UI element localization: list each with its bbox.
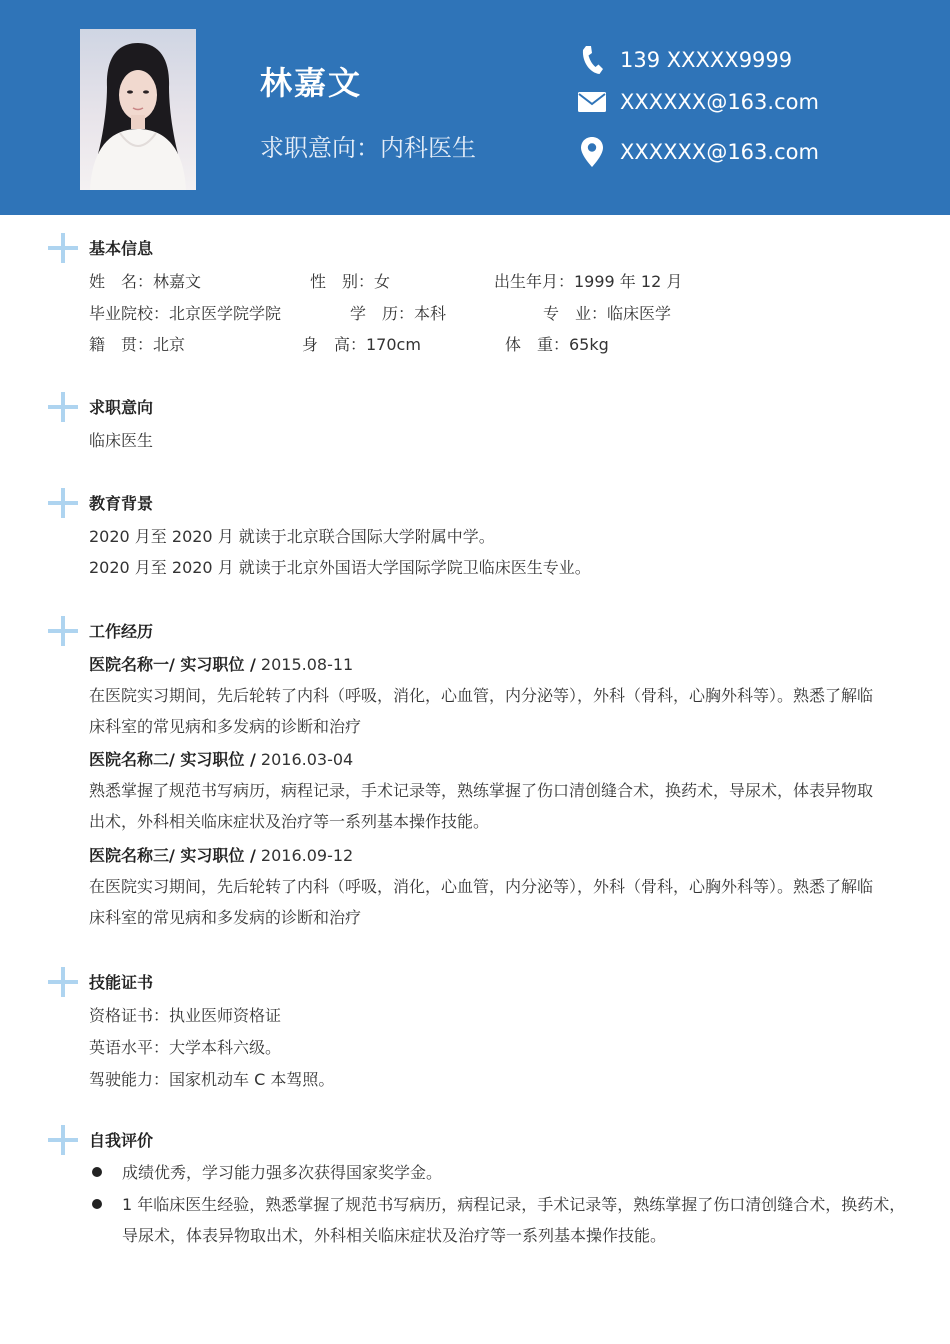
location-text: XXXXXX@163.com <box>620 140 819 164</box>
section-header <box>48 488 898 518</box>
section-header <box>48 616 898 646</box>
info-major: 专 业：临床医学 <box>543 304 672 323</box>
job-description: 在医院实习期间，先后轮转了内科（呼吸，消化，心血管，内分泌等），外科（骨科，心胸外科等）。熟悉了解临床科室的常见病和多发病的诊断和治疗 <box>89 877 874 927</box>
job-intent-headline: 求职意向：内科医生 <box>260 134 476 162</box>
section-title: 工作经历 <box>89 622 154 641</box>
skill-item: 驾驶能力：国家机动车 C 本驾照。 <box>89 1070 335 1089</box>
section-header <box>48 392 898 422</box>
bullet-dot-icon <box>92 1199 102 1209</box>
contact-email <box>578 85 918 119</box>
plus-icon <box>48 488 78 518</box>
section-basic-info <box>48 233 898 363</box>
section-title: 教育背景 <box>89 494 154 513</box>
plus-icon <box>48 392 78 422</box>
plus-icon <box>48 1125 78 1155</box>
info-birth: 出生年月：1999 年 12 月 <box>494 272 683 291</box>
self-eval-item: 成绩优秀，学习能力强多次获得国家奖学金。 <box>122 1163 443 1182</box>
job-heading <box>89 747 353 770</box>
job-date: 2016.09-12 <box>255 846 354 865</box>
objective-text: 临床医生 <box>89 431 154 450</box>
info-name: 姓 名：林嘉文 <box>89 272 202 291</box>
info-gender: 性 别：女 <box>310 272 391 291</box>
header-banner <box>0 0 950 215</box>
section-work <box>48 616 898 946</box>
job-description: 在医院实习期间，先后轮转了内科（呼吸，消化，心血管，内分泌等），外科（骨科，心胸外科等）。熟悉了解临床科室的常见病和多发病的诊断和治疗 <box>89 686 874 736</box>
info-weight: 体 重：65kg <box>505 335 609 354</box>
self-eval-item: 1 年临床医生经验，熟悉掌握了规范书写病历，病程记录，手术记录等，熟练掌握了伤口清创缝合术，换药术，导尿术，体表异物取出术，外科相关临床症状及治疗等一系列基本操作技能。 <box>122 1195 906 1245</box>
phone-text: 139 XXXXX9999 <box>620 48 793 72</box>
email-text: XXXXXX@163.com <box>620 90 819 114</box>
job-heading <box>89 652 353 675</box>
plus-icon <box>48 967 78 997</box>
section-title: 基本信息 <box>89 239 154 258</box>
job-title: 医院名称一/ 实习职位 / <box>89 655 256 674</box>
section-header <box>48 967 898 997</box>
job-description: 熟悉掌握了规范书写病历，病程记录，手术记录等，熟练掌握了伤口清创缝合术，换药术，导尿术，体表异物取出术，外科相关临床症状及治疗等一系列基本操作技能。 <box>89 781 874 831</box>
job-date: 2015.08-11 <box>255 655 354 674</box>
info-degree: 学 历：本科 <box>350 304 447 323</box>
section-self-evaluation <box>48 1125 906 1265</box>
job-heading <box>89 843 353 866</box>
section-header <box>48 233 898 263</box>
contact-location <box>578 135 918 169</box>
profile-photo <box>80 29 196 190</box>
section-title: 自我评价 <box>89 1131 154 1150</box>
skill-item: 资格证书：执业医师资格证 <box>89 1006 282 1025</box>
plus-icon <box>48 233 78 263</box>
location-pin-icon <box>578 137 606 167</box>
contact-phone <box>578 43 918 77</box>
education-item: 2020 月至 2020 月 就读于北京外国语大学国际学院卫临床医生专业。 <box>89 558 591 577</box>
section-education <box>48 488 898 588</box>
email-icon <box>578 87 606 117</box>
plus-icon <box>48 616 78 646</box>
bullet-dot-icon <box>92 1167 102 1177</box>
education-item: 2020 月至 2020 月 就读于北京联合国际大学附属中学。 <box>89 527 495 546</box>
section-skills <box>48 967 898 1097</box>
job-date: 2016.03-04 <box>255 750 354 769</box>
section-title: 技能证书 <box>89 973 154 992</box>
info-height: 身 高：170cm <box>302 335 421 354</box>
job-title: 医院名称二/ 实习职位 / <box>89 750 256 769</box>
section-objective <box>48 392 898 462</box>
info-school: 毕业院校：北京医学院学院 <box>89 304 282 323</box>
phone-icon <box>578 45 606 75</box>
job-title: 医院名称三/ 实习职位 / <box>89 846 256 865</box>
candidate-name: 林嘉文 <box>260 64 363 102</box>
info-native: 籍 贯：北京 <box>89 335 186 354</box>
section-header <box>48 1125 898 1155</box>
skill-item: 英语水平：大学本科六级。 <box>89 1038 282 1057</box>
section-title: 求职意向 <box>89 398 154 417</box>
